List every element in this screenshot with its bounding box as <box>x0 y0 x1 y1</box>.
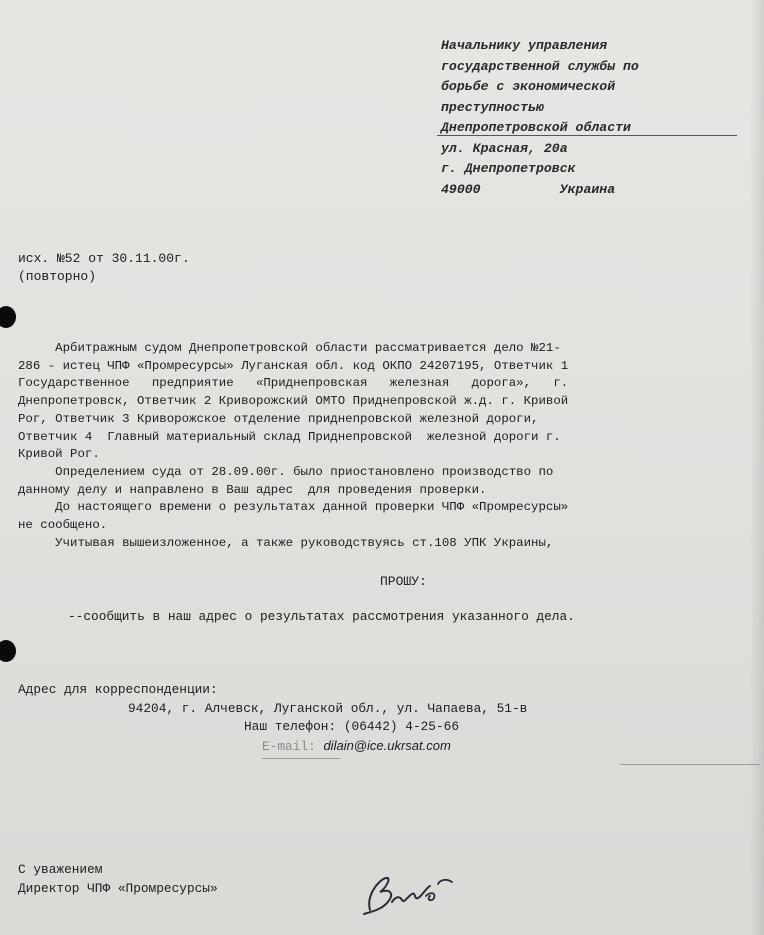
body-line: Государственное предприятие «Приднепровская железная дорога», г. <box>18 376 569 391</box>
addressee-city: г. Днепропетровск <box>441 161 576 176</box>
body-line: 286 - истец ЧПФ «Промресурсы» Луганская обл. код ОКПО 24207195, Ответчик 1 <box>18 358 569 373</box>
repeat-note: (повторно) <box>18 269 97 284</box>
margin-rule <box>620 764 760 765</box>
closing-greeting: С уважением <box>18 862 103 877</box>
closing-block <box>18 860 218 898</box>
correspondence-label: Адрес для корреспонденции: <box>18 682 218 697</box>
outgoing-number: исх. №52 от 30.11.00г. <box>18 251 190 266</box>
addressee-line: преступностью <box>441 99 544 115</box>
body-line: Ответчик 4 Главный материальный склад Приднепровской железной дороги г. <box>18 429 561 444</box>
request-heading: ПРОШУ: <box>380 574 427 589</box>
body-line: Учитывая вышеизложенное, а также руководствуясь ст.108 УПК Украины, <box>18 535 554 550</box>
body-line: не сообщено. <box>18 518 108 533</box>
addressee-line: государственной службы по <box>441 58 639 74</box>
addressee-line: Днепропетровской области <box>441 120 631 135</box>
addressee-divider <box>437 135 737 136</box>
correspondence-block <box>18 681 527 756</box>
addressee-line: Начальнику управления <box>441 38 608 53</box>
addressee-street: ул. Красная, 20а <box>441 140 568 156</box>
body-line: До настоящего времени о результатах данной проверки ЧПФ «Промресурсы» <box>18 500 569 515</box>
body-line: Кривой Рог. <box>18 447 100 462</box>
email-underline <box>262 758 340 759</box>
addressee-line: борьбе с экономической <box>441 79 616 94</box>
email-label: E-mail: <box>262 738 316 754</box>
reference-block <box>18 250 190 286</box>
body-line: Днепропетровск, Ответчик 2 Криворожский ОМТО Приднепровской ж.д. г. Кривой <box>18 394 569 409</box>
punch-hole-top <box>0 306 16 328</box>
correspondence-phone: Наш телефон: (06442) 4-25-66 <box>244 719 460 734</box>
punch-hole-bottom <box>0 640 16 662</box>
letter-body <box>18 340 758 552</box>
body-line: Рог, Ответчик 3 Криворожское отделение приднепровской железной дороги, <box>18 411 539 426</box>
addressee-block <box>441 36 741 200</box>
body-line: Определением суда от 28.09.00г. было приостановлено производство по <box>18 464 554 479</box>
body-line: Арбитражным судом Днепропетровской области рассматривается дело №21- <box>18 341 561 355</box>
addressee-postcode-country: 49000 Украина <box>441 181 616 197</box>
email-address[interactable]: dilain@ice.ukrsat.com <box>323 737 451 753</box>
request-text: --сообщить в наш адрес о результатах рассмотрения указанного дела. <box>68 609 575 624</box>
body-line: данному делу и направлено в Ваш адрес для проведения проверки. <box>18 482 487 497</box>
handwritten-signature <box>356 866 460 922</box>
correspondence-address: 94204, г. Алчевск, Луганской обл., ул. Чапаева, 51-в <box>128 700 528 716</box>
closing-signatory: Директор ЧПФ «Промресурсы» <box>18 881 218 896</box>
